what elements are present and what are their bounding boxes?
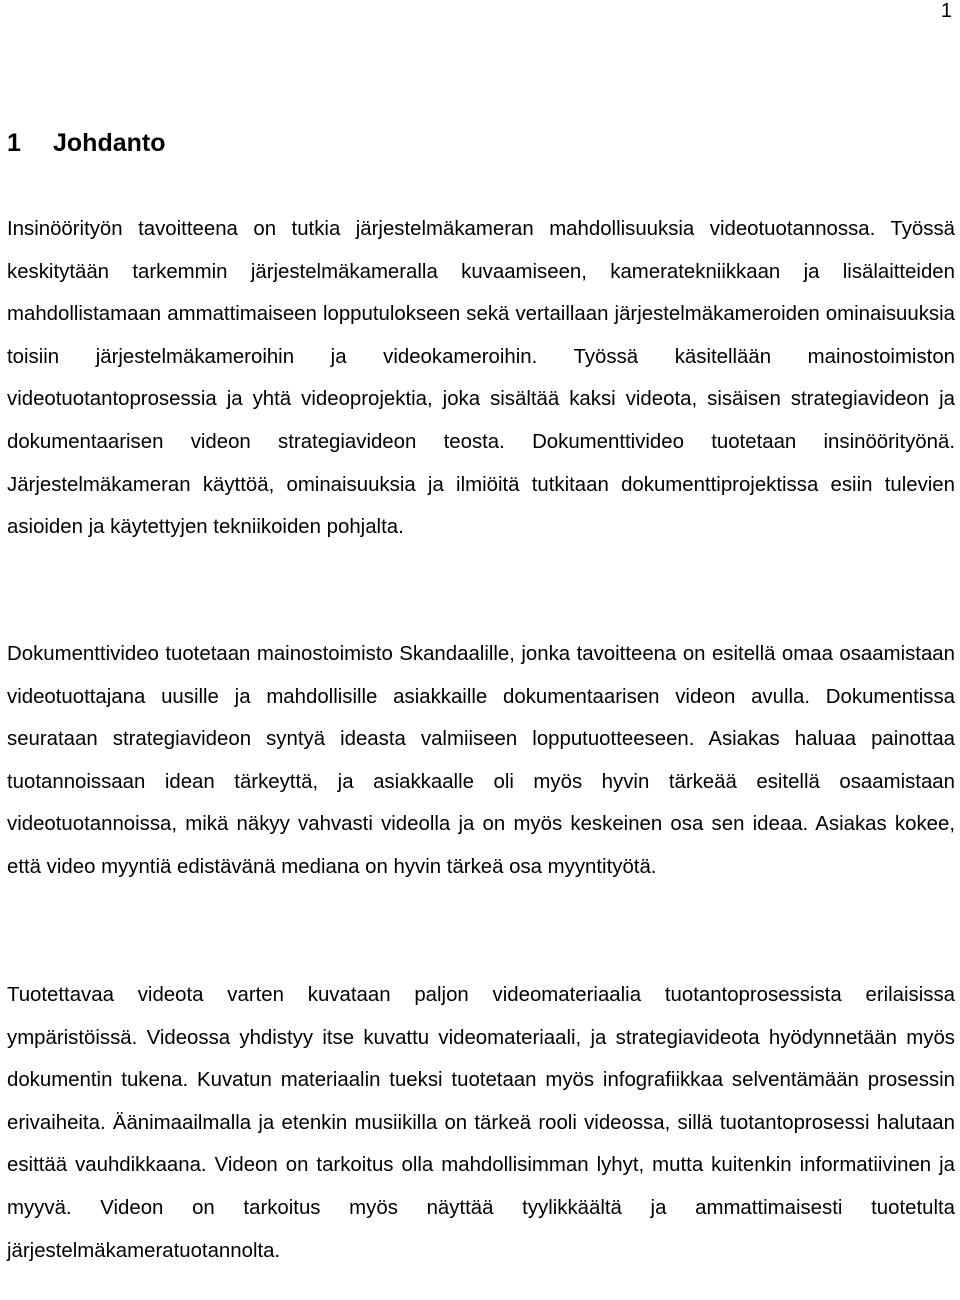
paragraph-documentary: Dokumenttivideo tuotetaan mainostoimisto Skandaalille, jonka tavoitteena on esitellä omaa osaamistaan videotuottajana uusille ja mahdollisille asiakkaille dokumentaarisen videon avulla. Dokumentissa seurataan strategiavideon syntyä ideasta valmiiseen lopputuotteeseen. Asiakas haluaa painottaa tuotannoissaan idean tärkeyttä, ja asiakkaalle oli myös hyvin tärkeää esitellä osaamistaan videotuotannoissa, mikä näkyy vahvasti videolla ja on myös keskeinen osa sen ideaa. Asiakas kokee, että video myyntiä edistävänä mediana on hyvin tärkeä osa myyntityötä. bbox=[7, 643, 955, 878]
page-number: 1 bbox=[940, 0, 952, 22]
paragraph-intro: Insinöörityön tavoitteena on tutkia järjestelmäkameran mahdollisuuksia videotuotannossa. Työssä keskitytään tarkemmin järjestelmäkameralla kuvaamiseen, kameratekniikkaan ja lisälaitteiden mahdollistamaan ammattimaiseen lopputulokseen sekä vertaillaan järjestelmäkameroiden ominaisuuksia toisiin järjestelmäkameroihin ja videokameroihin. Työssä käsitellään mainostoimiston videotuotantoprosessia ja yhtä videoprojektia, joka sisältää kaksi videota, sisäisen strategiavideon ja dokumentaarisen videon strategiavideon teosta. Dokumenttivideo tuotetaan insinöörityönä. Järjestelmäkameran käyttöä, ominaisuuksia ja ilmiöitä tutkitaan dokumenttiprojektissa esiin tulevien asioiden ja käytettyjen tekniikoiden pohjalta. bbox=[7, 218, 955, 539]
chapter-number: 1 bbox=[7, 129, 21, 157]
chapter-heading bbox=[7, 126, 166, 160]
paragraph-production: Tuotettavaa videota varten kuvataan paljon videomateriaalia tuotantoprosessista erilaisissa ympäristöissä. Videossa yhdistyy itse kuvattu videomateriaali, ja strategiavideota hyödynnetään myös dokumentin tukena. Kuvatun materiaalin tueksi tuotetaan myös infografiikkaa selventämään prosessin erivaiheita. Äänimaailmalla ja etenkin musiikilla on tärkeä rooli videossa, sillä tuotantoprosessi halutaan esittää vauhdikkaana. Videon on tarkoitus olla mahdollisimman lyhyt, mutta kuitenkin informatiivinen ja myyvä. Videon on tarkoitus myös näyttää tyylikkäältä ja ammattimaisesti tuotetulta järjestelmäkameratuotannolta. bbox=[7, 984, 955, 1262]
chapter-title: Johdanto bbox=[53, 129, 166, 157]
